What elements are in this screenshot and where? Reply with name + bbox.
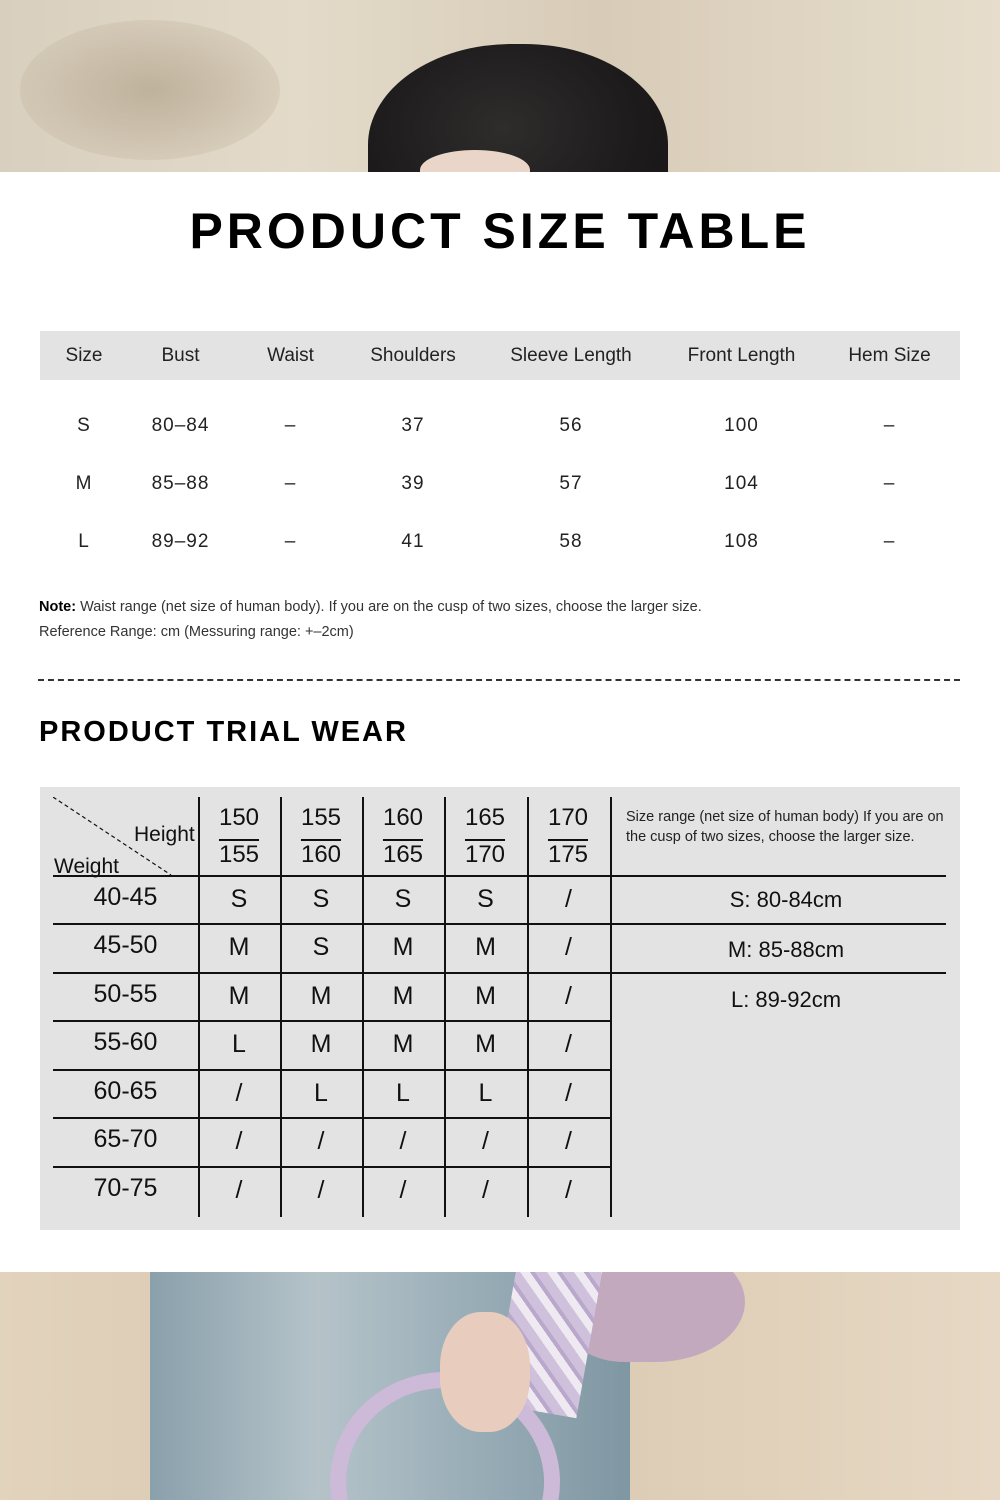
- model-hand: [440, 1312, 530, 1432]
- size-cell: /: [235, 1127, 243, 1155]
- corner-height-label: Height: [134, 823, 195, 846]
- range-s: S: 80-84cm: [729, 887, 843, 912]
- size-cell: /: [399, 1176, 407, 1204]
- grid-horizontal-line: [53, 1117, 610, 1119]
- size-cell: /: [235, 1079, 243, 1107]
- height-to: 165: [382, 841, 424, 868]
- table-cell: –: [284, 473, 297, 494]
- weight-label: 60-65: [93, 1077, 158, 1105]
- size-cell: L: [396, 1079, 410, 1107]
- size-cell: /: [565, 1176, 572, 1204]
- header-hem-size: Hem Size: [819, 331, 960, 380]
- grid-horizontal-line: [53, 1069, 610, 1071]
- reference-range: Reference Range: cm (Messuring range: +–2cm): [39, 624, 354, 640]
- table-cell: 56: [559, 415, 583, 436]
- table-cell: S: [77, 415, 91, 436]
- size-note: [39, 595, 702, 645]
- height-from: 170: [547, 804, 589, 831]
- table-cell: 57: [559, 473, 583, 494]
- weight-label: 55-60: [93, 1028, 158, 1056]
- note-line: [39, 595, 702, 620]
- height-header: [362, 799, 444, 873]
- height-header: [444, 799, 526, 873]
- grid-horizontal-line: [53, 875, 946, 877]
- size-cell: L: [232, 1030, 246, 1058]
- table-cell: L: [78, 531, 90, 552]
- size-table-header: [40, 331, 960, 380]
- height-from: 150: [218, 804, 260, 831]
- model-hair: [368, 44, 668, 172]
- size-cell: L: [478, 1079, 493, 1107]
- height-from: 155: [300, 804, 342, 831]
- table-cell: 100: [724, 415, 759, 436]
- size-cell: /: [565, 1079, 572, 1107]
- size-cell: /: [565, 933, 572, 961]
- height-to: 160: [300, 841, 342, 868]
- size-cell: M: [392, 1030, 414, 1058]
- section-divider: [38, 679, 960, 681]
- size-cell: M: [475, 933, 496, 961]
- size-cell: L: [314, 1079, 328, 1107]
- size-cell: M: [392, 933, 414, 961]
- range-l: L: 89-92cm: [730, 987, 842, 1012]
- size-cell: S: [477, 885, 494, 913]
- height-header: [527, 799, 609, 873]
- weight-label: 50-55: [93, 980, 158, 1008]
- note-label: Note:: [39, 599, 77, 615]
- table-cell: –: [883, 473, 896, 494]
- size-cell: S: [230, 885, 248, 913]
- table-row: [40, 455, 960, 513]
- header-size: Size: [40, 331, 128, 380]
- size-cell: /: [235, 1176, 243, 1204]
- size-cell: M: [228, 982, 250, 1010]
- height-from: 165: [464, 804, 506, 831]
- size-cell: M: [228, 933, 250, 961]
- size-cell: /: [482, 1176, 489, 1204]
- size-cell: M: [310, 982, 332, 1010]
- weight-label: 70-75: [93, 1174, 158, 1202]
- table-cell: 80–84: [151, 415, 210, 436]
- table-cell: –: [284, 531, 297, 552]
- table-cell: 89–92: [151, 531, 210, 552]
- corner-weight-label: Weight: [54, 855, 119, 878]
- header-bust: Bust: [128, 331, 233, 380]
- size-cell: /: [317, 1127, 325, 1155]
- grid-horizontal-line: [53, 923, 946, 925]
- table-row: [40, 397, 960, 455]
- grid-horizontal-line: [53, 1166, 610, 1168]
- size-cell: S: [312, 885, 330, 913]
- size-cell: /: [565, 1030, 572, 1058]
- table-row: [40, 513, 960, 571]
- model-photo-bottom: [0, 1272, 1000, 1500]
- table-cell: 104: [724, 473, 759, 494]
- size-cell: /: [317, 1176, 325, 1204]
- note-text: Waist range (net size of human body). If you are on the cusp of two sizes, choose the larger size.: [76, 599, 702, 615]
- height-to: 170: [464, 841, 506, 868]
- table-cell: 39: [401, 473, 425, 494]
- header-waist: Waist: [233, 331, 348, 380]
- height-from: 160: [382, 804, 424, 831]
- table-cell: –: [284, 415, 297, 436]
- background-plant-blur: [20, 20, 280, 160]
- range-m: M: 85-88cm: [727, 937, 845, 962]
- size-cell: S: [312, 933, 330, 961]
- grid-horizontal-line: [53, 1020, 610, 1022]
- header-front-length: Front Length: [664, 331, 819, 380]
- size-cell: M: [392, 982, 414, 1010]
- model-photo-top: [0, 0, 1000, 172]
- table-cell: 58: [559, 531, 583, 552]
- table-cell: M: [75, 473, 93, 494]
- header-sleeve-length: Sleeve Length: [478, 331, 664, 380]
- trial-wear-chart: [40, 787, 960, 1230]
- height-to: 175: [547, 841, 589, 868]
- height-header: [280, 799, 362, 873]
- table-cell: 108: [724, 531, 759, 552]
- size-cell: M: [475, 982, 496, 1010]
- table-cell: –: [883, 531, 896, 552]
- size-cell: /: [565, 885, 572, 913]
- size-cell: /: [482, 1127, 489, 1155]
- size-range-note: Size range (net size of human body) If you are on the cusp of two sizes, choose the larger size.: [626, 809, 944, 845]
- height-to: 155: [218, 841, 260, 868]
- page-title: PRODUCT SIZE TABLE: [189, 203, 811, 259]
- size-cell: /: [565, 1127, 572, 1155]
- weight-label: 40-45: [93, 883, 158, 911]
- size-cell: M: [475, 1030, 496, 1058]
- size-table: [40, 331, 960, 571]
- size-cell: M: [310, 1030, 332, 1058]
- table-cell: –: [883, 415, 896, 436]
- grid-horizontal-line: [53, 972, 946, 974]
- weight-label: 45-50: [93, 931, 158, 959]
- size-cell: /: [565, 982, 572, 1010]
- table-cell: 85–88: [151, 473, 210, 494]
- height-header: [198, 799, 280, 873]
- weight-label: 65-70: [93, 1125, 158, 1153]
- size-cell: /: [399, 1127, 407, 1155]
- table-cell: 37: [401, 415, 425, 436]
- table-cell: 41: [401, 531, 425, 552]
- trial-wear-title: PRODUCT TRIAL WEAR: [39, 716, 408, 748]
- size-cell: S: [394, 885, 412, 913]
- header-shoulders: Shoulders: [348, 331, 478, 380]
